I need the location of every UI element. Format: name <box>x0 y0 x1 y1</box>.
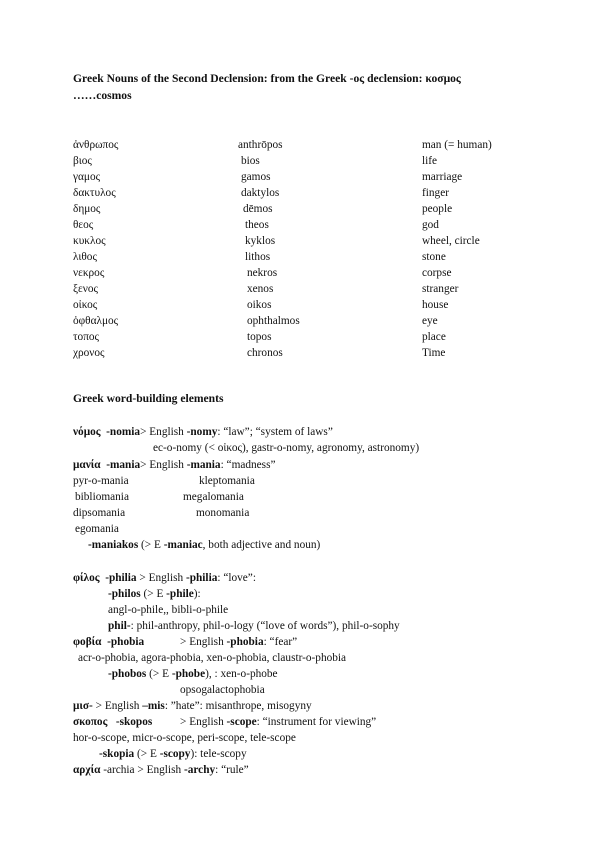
entry-text: : “love”: <box>217 572 256 584</box>
entry-text: > English <box>134 764 184 776</box>
english-suffix: -nomy <box>186 426 218 438</box>
entry-text: > English <box>136 572 186 584</box>
example-word: megalomania <box>183 491 244 503</box>
transliteration: gamos <box>241 171 271 183</box>
phobia-extra: opsogalactophobia <box>180 684 265 696</box>
english-suffix: -scopy <box>159 748 191 760</box>
greek-form: -mania <box>106 459 141 471</box>
phobos-entry <box>108 666 278 682</box>
english-meaning: eye <box>422 315 438 327</box>
greek-word: γαμος <box>73 171 101 183</box>
english-meaning: marriage <box>422 171 463 183</box>
greek-form: -skopos <box>115 716 153 728</box>
mania-entry <box>73 457 276 473</box>
entry-text: : “madness” <box>220 459 276 471</box>
greek-word: δημος <box>73 203 101 215</box>
entry-text: > English <box>140 459 187 471</box>
page-subtitle <box>73 88 132 104</box>
entry-text: > English <box>140 426 187 438</box>
transliteration: ophthalmos <box>247 315 300 327</box>
english-suffix: -archy <box>183 764 216 776</box>
english-suffix: -phile <box>166 588 194 600</box>
entry-text: (> E <box>146 668 172 680</box>
english-meaning: stranger <box>422 283 459 295</box>
transliteration: nekros <box>247 267 278 279</box>
english-meaning: life <box>422 155 438 167</box>
entry-text: > English <box>180 636 227 648</box>
greek-word: ὀφθαλμος <box>73 315 119 327</box>
philos-examples: angl-o-phile,, bibli-o-phile <box>108 604 229 616</box>
greek-head: φίλος <box>73 572 100 584</box>
transliteration: anthrōpos <box>238 139 283 151</box>
greek-word: λιθος <box>73 251 97 263</box>
greek-head: αρχία <box>73 764 101 776</box>
skopos-examples: hor-o-scope, micr-o-scope, peri-scope, tele-scope <box>73 732 296 744</box>
entry-text: : “law”; “system of laws” <box>217 426 333 438</box>
phobia-gloss <box>180 634 297 650</box>
title-line-1: Greek Nouns of the Second Declension: from the Greek -ος declension: κοσμος <box>73 72 461 85</box>
greek-word: θεος <box>73 219 94 231</box>
transliteration: dēmos <box>243 203 273 215</box>
transliteration: kyklos <box>245 235 276 247</box>
entry-text: ): tele-scopy <box>190 748 247 760</box>
greek-word: κυκλος <box>73 235 106 247</box>
transliteration: oikos <box>247 299 272 311</box>
greek-form: -philos <box>108 588 141 600</box>
transliteration: chronos <box>247 347 283 359</box>
transliteration: bios <box>241 155 260 167</box>
english-meaning: place <box>422 331 446 343</box>
entry-text: ): <box>193 588 201 600</box>
entry-text: > English <box>92 700 143 712</box>
greek-head: νόμος <box>73 426 101 438</box>
example-word: monomania <box>196 507 250 519</box>
greek-head: φοβία <box>73 636 102 648</box>
entry-text: > English <box>180 716 227 728</box>
english-suffix: -maniac <box>163 539 203 551</box>
title-line-2: ……cosmos <box>73 89 132 102</box>
entry-text: : “fear” <box>263 636 298 648</box>
entry-text: -archia <box>100 764 135 776</box>
greek-form: -maniakos <box>88 539 139 551</box>
skopos-entry <box>73 714 152 730</box>
english-meaning: man (= human) <box>422 139 492 151</box>
example-word: bibliomania <box>75 491 129 503</box>
greek-word: ξενος <box>73 283 99 295</box>
english-suffix: –mis <box>142 700 165 712</box>
entry-text: ), : xen-o-phobe <box>205 668 278 680</box>
example-word: pyr-o-mania <box>73 475 129 487</box>
english-meaning: wheel, circle <box>422 235 480 247</box>
greek-head: μανία <box>73 459 101 471</box>
english-suffix: -philia <box>185 572 218 584</box>
greek-head: μισ- <box>73 700 93 712</box>
philos-sub-entry <box>108 586 201 602</box>
english-meaning: Time <box>422 347 446 359</box>
english-suffix: -mania <box>186 459 221 471</box>
english-suffix: -phobe <box>171 668 206 680</box>
transliteration: xenos <box>247 283 274 295</box>
greek-word: δακτυλος <box>73 187 116 199</box>
entry-text: , both adjective and noun) <box>202 539 321 551</box>
transliteration: daktylos <box>241 187 280 199</box>
greek-form: phil- <box>108 620 131 632</box>
english-meaning: corpse <box>422 267 452 279</box>
section-heading <box>73 391 224 407</box>
greek-word: τοπος <box>73 331 100 343</box>
english-meaning: finger <box>422 187 449 199</box>
english-meaning: house <box>422 299 449 311</box>
entry-text: (> E <box>138 539 164 551</box>
entry-text: (> E <box>134 748 160 760</box>
skopia-entry <box>99 746 247 762</box>
maniakos-entry <box>88 537 320 553</box>
greek-word: βιος <box>73 155 92 167</box>
greek-word: νεκρος <box>73 267 105 279</box>
entry-text: : ”hate”: misanthrope, misogyny <box>164 700 312 712</box>
greek-form: -phobia <box>107 636 145 648</box>
english-meaning: god <box>422 219 439 231</box>
transliteration: theos <box>245 219 269 231</box>
example-word: egomania <box>75 523 119 535</box>
nomos-examples: ec-o-nomy (< οἰκος), gastr-o-nomy, agronomy, astronomy) <box>153 442 420 454</box>
archia-entry <box>73 762 249 778</box>
skopos-gloss <box>180 714 376 730</box>
nomos-entry <box>73 424 333 440</box>
greek-word: χρονος <box>73 347 105 359</box>
phobia-entry <box>73 634 144 650</box>
greek-form: -philia <box>105 572 137 584</box>
transliteration: lithos <box>245 251 271 263</box>
english-suffix: -phobia <box>226 636 264 648</box>
phobia-examples: acr-o-phobia, agora-phobia, xen-o-phobia, claustr-o-phobia <box>78 652 347 664</box>
example-word: dipsomania <box>73 507 126 519</box>
entry-text: : “rule” <box>215 764 249 776</box>
greek-head: σκοπος <box>73 716 108 728</box>
page-title <box>73 71 461 87</box>
phil-entry <box>108 618 400 634</box>
greek-word: ἀνθρωπος <box>73 139 119 151</box>
greek-form: -phobos <box>108 668 147 680</box>
english-suffix: -scope <box>226 716 257 728</box>
english-meaning: people <box>422 203 453 215</box>
entry-text: : phil-anthropy, phil-o-logy (“love of words”), phil-o-sophy <box>130 620 400 632</box>
section-heading-text: Greek word-building elements <box>73 392 224 405</box>
greek-word: οἰκος <box>73 299 98 311</box>
mis-entry <box>73 698 312 714</box>
entry-text: : “instrument for viewing” <box>256 716 377 728</box>
example-word: kleptomania <box>199 475 255 487</box>
greek-form: -skopia <box>99 748 135 760</box>
entry-text: (> E <box>140 588 167 600</box>
greek-form: -nomia <box>106 426 141 438</box>
philos-entry <box>73 570 256 586</box>
transliteration: topos <box>247 331 272 343</box>
english-meaning: stone <box>422 251 446 263</box>
